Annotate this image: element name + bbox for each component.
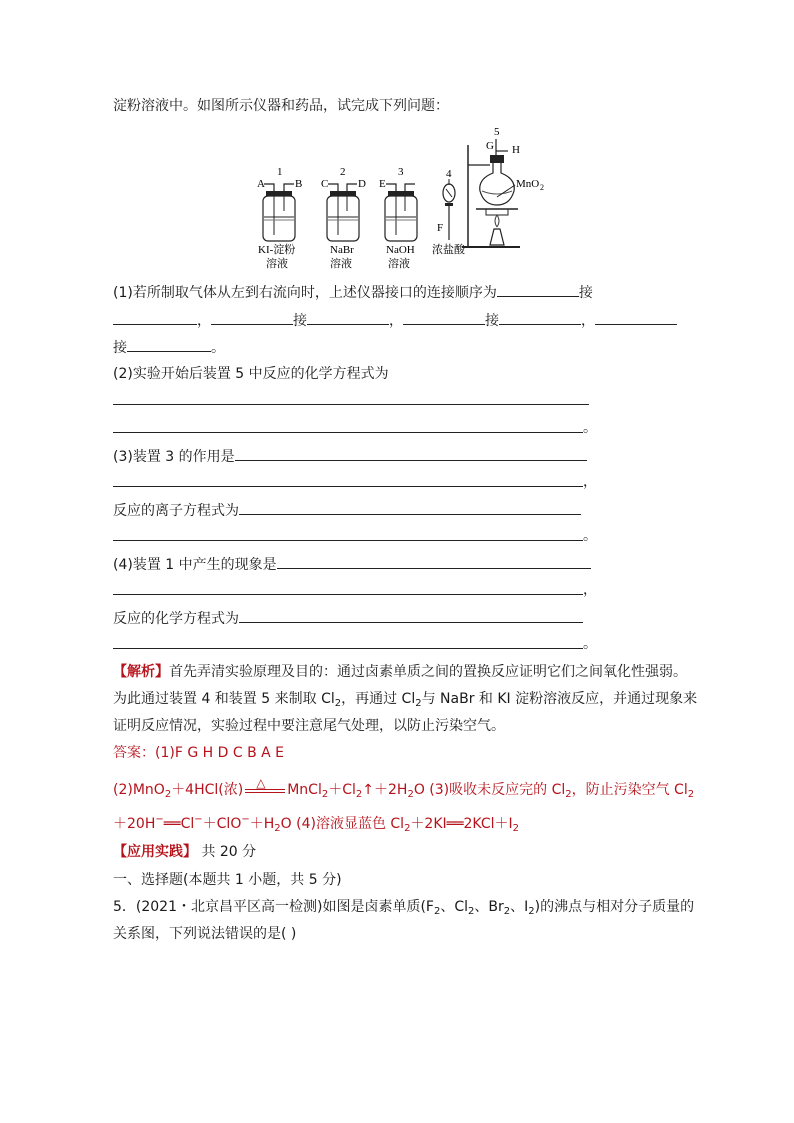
- a2-r2: ＋Cl: [328, 782, 356, 798]
- q3-blank-1[interactable]: [235, 446, 587, 461]
- svg-text:5: 5: [494, 126, 500, 138]
- question-2: (2)实验开始后装置 5 中反应的化学方程式为: [113, 366, 389, 382]
- q2-end: 。: [583, 420, 597, 436]
- section-1-heading: 一、选择题(本题共 1 小题，共 5 分): [113, 872, 342, 888]
- q3-prefix: (3)装置 3 的作用是: [113, 449, 235, 465]
- sub-2: 2: [355, 789, 363, 800]
- answer-1: (1)F G H D C B A E: [155, 745, 284, 761]
- q5-1e: )的沸点与相对分子质量的: [534, 899, 695, 915]
- a3-4: ＋H: [249, 816, 275, 832]
- q3-answer-line-2[interactable]: [113, 486, 583, 487]
- a2-left: (2)MnO: [113, 782, 165, 798]
- q4-blank-2[interactable]: [239, 608, 583, 623]
- q4-end: 。: [583, 636, 597, 652]
- bottle-1-suffix: 溶液: [266, 258, 288, 270]
- a3-2: ══Cl: [163, 816, 195, 832]
- q1-blank-5[interactable]: [403, 310, 485, 325]
- sub-2: 2: [415, 698, 422, 709]
- q2-answer-line-2[interactable]: [113, 432, 583, 433]
- svg-text:H: H: [512, 144, 520, 156]
- answer-line-1: [113, 743, 284, 763]
- q4-prefix: (4)装置 1 中产生的现象是: [113, 557, 277, 573]
- sub-2: 2: [334, 698, 342, 709]
- q1-sep-1: ，: [197, 313, 211, 329]
- q1-prefix: (1)若所制取气体从左到右流向时，上述仪器接口的连接顺序为: [113, 285, 497, 301]
- answer-label: 答案：: [113, 745, 155, 761]
- svg-text:3: 3: [398, 166, 404, 178]
- sub-2: 2: [407, 789, 414, 800]
- analysis-text-1: 首先弄清实验原理及目的：通过卤素单质之间的置换反应证明它们之间氧化性强弱。: [169, 664, 687, 680]
- q3-end: 。: [583, 528, 597, 544]
- sub-2: 2: [404, 823, 411, 834]
- a2-r5: ，防止污染空气 Cl: [571, 782, 688, 798]
- sub-2: 2: [164, 789, 172, 800]
- flask-apparatus-5: [462, 126, 544, 247]
- answer-line-2: [113, 776, 695, 800]
- svg-text:C: C: [321, 178, 329, 190]
- a2-mid: ＋4HCl(浓): [171, 782, 244, 798]
- sub-2: 2: [687, 789, 695, 800]
- svg-text:溶液: 溶液: [330, 258, 352, 270]
- question-3: [113, 446, 587, 467]
- svg-text:2: 2: [540, 183, 544, 192]
- a3-5: O (4)溶液显蓝色 Cl: [280, 816, 405, 832]
- analysis-line-1: [113, 662, 687, 682]
- q4-blank-1[interactable]: [277, 554, 591, 569]
- svg-text:4: 4: [446, 168, 452, 180]
- sub-2: 2: [274, 823, 281, 834]
- analysis-line-3: 证明反应情况，实验过程中要注意尾气处理，以防止污染空气。: [113, 718, 505, 734]
- question-5-line-2: 关系图，下列说法错误的是( ): [113, 926, 297, 942]
- q1-blank-6[interactable]: [499, 310, 581, 325]
- q1-blank-8[interactable]: [127, 337, 211, 352]
- funnel-reagent: 浓盐酸: [432, 244, 465, 256]
- q3-answer-line-4[interactable]: [113, 540, 583, 541]
- q3-ionic-label: 反应的离子方程式为: [113, 503, 239, 519]
- sup-minus: −: [155, 814, 164, 825]
- svg-text:NaOH: NaOH: [386, 244, 415, 256]
- analysis-2c: 与 NaBr 和 KI 淀粉溶液反应，并通过现象来: [421, 691, 698, 707]
- question-1-line-2: [113, 310, 677, 331]
- delta-icon: △: [256, 776, 266, 790]
- sub-2: 2: [468, 906, 475, 917]
- svg-text:G: G: [486, 140, 494, 152]
- svg-text:E: E: [379, 178, 386, 190]
- q1-blank-4[interactable]: [307, 310, 389, 325]
- separatory-funnel-4: [432, 168, 466, 256]
- heat-condition-arrow: [243, 776, 287, 800]
- q1-sep-3: ，: [581, 313, 595, 329]
- sub-2: 2: [433, 906, 441, 917]
- svg-text:D: D: [358, 178, 366, 190]
- practice-tag: 【应用实践】: [113, 844, 197, 860]
- bottle-1-left-port: A: [257, 178, 265, 190]
- q1-blank-2[interactable]: [113, 310, 197, 325]
- sub-2: 2: [503, 906, 511, 917]
- q5-1b: 、Cl: [440, 899, 469, 915]
- a3-6: ＋2KI══2KCl＋I: [410, 816, 513, 832]
- analysis-2a: 为此通过装置 4 和装置 5 来制取 Cl: [113, 691, 335, 707]
- q4-answer-line-4[interactable]: [113, 648, 583, 649]
- intro-text: 淀粉溶液中。如图所示仪器和药品，试完成下列问题：: [113, 98, 449, 114]
- practice-heading: [113, 842, 256, 862]
- sub-2: 2: [321, 789, 329, 800]
- practice-score: 共 20 分: [197, 844, 257, 860]
- question-5: [113, 897, 694, 917]
- svg-text:溶液: 溶液: [388, 258, 410, 270]
- a2-r1: MnCl: [287, 782, 322, 798]
- analysis-line-2: [113, 689, 697, 709]
- bottle-1-reagent: KI-淀粉: [258, 244, 296, 256]
- svg-text:2: 2: [340, 166, 346, 178]
- q1-blank-7[interactable]: [595, 310, 677, 325]
- q4-eq: [113, 608, 583, 629]
- a2-r3: ↑＋2H: [362, 782, 408, 798]
- q1-connect-3: 接: [485, 313, 499, 329]
- q4-answer-line-2[interactable]: [113, 594, 583, 595]
- a3-3: ＋ClO: [202, 816, 242, 832]
- q4-comma: ，: [583, 582, 597, 598]
- sup-minus: −: [194, 814, 203, 825]
- q1-connect-1: 接: [578, 285, 593, 301]
- q3-ionic: [113, 500, 581, 521]
- q1-blank-1[interactable]: [497, 282, 579, 297]
- question-1: [113, 282, 593, 303]
- question-4: [113, 554, 591, 575]
- q5-1a: 5．(2021・北京昌平区高一检测)如图是卤素单质(F: [113, 899, 434, 915]
- q5-1c: 、Br: [474, 899, 504, 915]
- sub-2: 2: [512, 823, 520, 834]
- analysis-tag: 【解析】: [113, 664, 169, 680]
- q3-blank-2[interactable]: [239, 500, 581, 515]
- q1-connect-4: 接: [113, 340, 127, 356]
- answer-line-3: [113, 814, 519, 834]
- sub-2: 2: [565, 789, 572, 800]
- bottle-1: [257, 166, 302, 270]
- svg-text:F: F: [437, 222, 444, 234]
- q1-blank-3[interactable]: [211, 310, 293, 325]
- apparatus-figure: [250, 125, 580, 275]
- q5-1d: 、I: [510, 899, 529, 915]
- bottle-3: [379, 166, 417, 270]
- q1-connect-2: 接: [293, 313, 307, 329]
- q2-answer-line-1[interactable]: [113, 404, 589, 405]
- a2-r4: O (3)吸收未反应完的 Cl: [413, 782, 566, 798]
- q1-end: 。: [211, 340, 225, 356]
- sup-minus: −: [241, 814, 250, 825]
- analysis-2b: ，再通过 Cl: [341, 691, 416, 707]
- bottle-1-right-port: B: [295, 178, 303, 190]
- question-1-line-3: [113, 337, 225, 358]
- svg-text:MnO: MnO: [516, 178, 540, 190]
- q1-sep-2: ，: [389, 313, 403, 329]
- q4-eq-label: 反应的化学方程式为: [113, 611, 239, 627]
- svg-text:NaBr: NaBr: [330, 244, 354, 256]
- a3-1: ＋20H: [113, 816, 156, 832]
- bottle-1-num: 1: [277, 166, 283, 178]
- q3-comma: ，: [583, 474, 597, 490]
- bottle-2: [321, 166, 366, 270]
- sub-2: 2: [528, 906, 535, 917]
